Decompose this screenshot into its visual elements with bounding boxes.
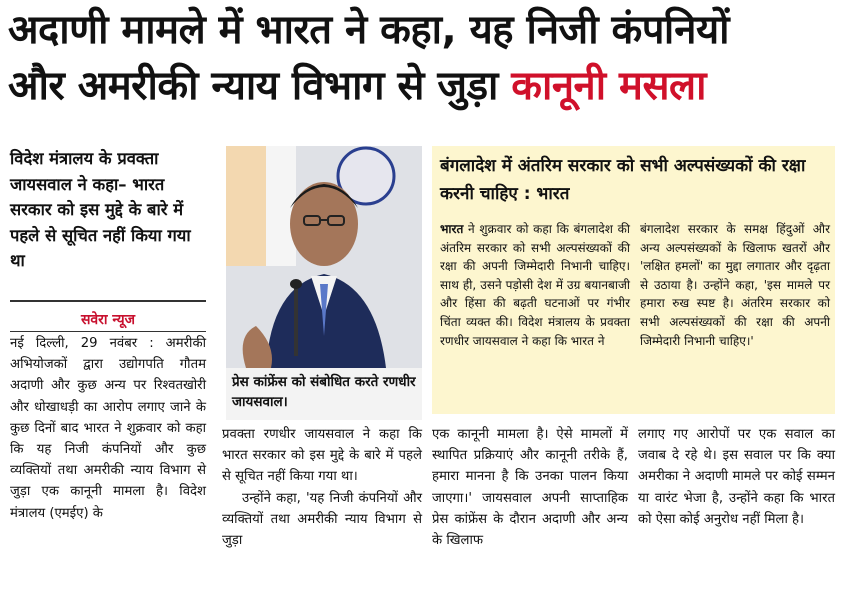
article-column-3: एक कानूनी मामला है। ऐसे मामलों में स्थापित प्रक्रियाएं और कानूनी तरीके हैं, हमारा मानना है कि उनका पालन किया जाएगा।' जायसवाल अपनी साप्ताहिक प्रेस कांफ्रेंस के दौरान अदाणी और अन्य के खिलाफ bbox=[432, 427, 628, 549]
sidebar-column-2: बंगलादेश सरकार के समक्ष हिंदुओं और अन्य अल्पसंख्यकों के खिलाफ खतरों और 'लक्षित हमलों' का मुद्दा लगातार और दृढ़ता से उठाया है। उन्होंने कहा, 'इस मामले पर हमारा रुख स्पष्ट है। अंतरिम सरकार को सभी अल्पसंख्यकों की रक्षा की अपनी जिम्मेदारी निभानी चाहिए।' bbox=[640, 222, 830, 348]
byline: सवेरा न्यूज bbox=[80, 312, 136, 328]
photo-caption: प्रेस कांफ्रेंस को संबोधित करते रणधीर जायसवाल। bbox=[226, 368, 422, 420]
headline-highlight: कानूनी मसला bbox=[511, 63, 706, 109]
headline-line-2 bbox=[8, 60, 835, 112]
sidebar-box bbox=[432, 146, 835, 414]
article-column-2-para-2: उन्होंने कहा, 'यह निजी कंपनियों और व्यक्तियों तथा अमरीकी न्याय विभाग से जुड़ा bbox=[222, 490, 422, 549]
divider-rule bbox=[10, 300, 206, 302]
article-column-1: नई दिल्ली, 29 नवंबर : अमरीकी अभियोजकों द्वारा उद्योगपति गौतम अदाणी और कुछ अन्य पर रिश्वतखोरी और धोखाधड़ी का आरोप लगाए जाने के कुछ दिनों बाद भारत ने शुक्रवार को कहा कि यह निजी कंपनियों और कुछ व्यक्तियों तथा अमरीकी न्याय विभाग से जुड़ा एक कानूनी मामला है। विदेश मंत्रालय (एमईए) के bbox=[10, 336, 206, 521]
article-column-2-para-1: प्रवक्ता रणधीर जायसवाल ने कहा कि भारत सरकार को इस मुद्दे के बारे में पहले से सूचित नहीं किया गया था। bbox=[222, 427, 422, 485]
sidebar-lead: भारत bbox=[440, 222, 464, 236]
headline-line-2-text: और अमरीकी न्याय विभाग से जुड़ा bbox=[8, 63, 512, 109]
sidebar-title: बंगलादेश में अंतरिम सरकार को सभी अल्पसंख्यकों की रक्षा करनी चाहिए : भारत bbox=[440, 156, 806, 204]
sidebar-column-1 bbox=[440, 220, 630, 350]
article-column-2 bbox=[222, 424, 422, 551]
divider-rule bbox=[10, 331, 206, 332]
subheadline: विदेश मंत्रालय के प्रवक्ता जायसवाल ने कहा– भारत सरकार को इस मुद्दे के बारे में पहले से सूचित नहीं किया गया था bbox=[10, 146, 206, 274]
speaker-illustration bbox=[226, 146, 422, 368]
speaker-photo bbox=[226, 146, 422, 368]
article-column-4: लगाए गए आरोपों पर एक सवाल का जवाब दे रहे थे। इस सवाल पर कि क्या अमरीका ने अदाणी मामले पर कोई सम्मन या वारंट भेजा है, उन्होंने कहा कि भारत को ऐसा कोई अनुरोध नहीं मिला है। bbox=[638, 427, 835, 527]
headline-line-1: अदाणी मामले में भारत ने कहा, यह निजी कंपनियों bbox=[8, 7, 730, 53]
sidebar-column-1-text: ने शुक्रवार को कहा कि बंगलादेश की अंतरिम सरकार को सभी अल्पसंख्यकों की रक्षा की अपनी जिम्मेदारी निभानी चाहिए। साथ ही, उसने पड़ोसी देश में उग्र बयानबाजी और हिंसा की बढ़ती घटनाओं पर गंभीर चिंता व्यक्त की। विदेश मंत्रालय के प्रवक्ता रणधीर जायसवाल ने कहा कि भारत ने bbox=[440, 222, 630, 348]
